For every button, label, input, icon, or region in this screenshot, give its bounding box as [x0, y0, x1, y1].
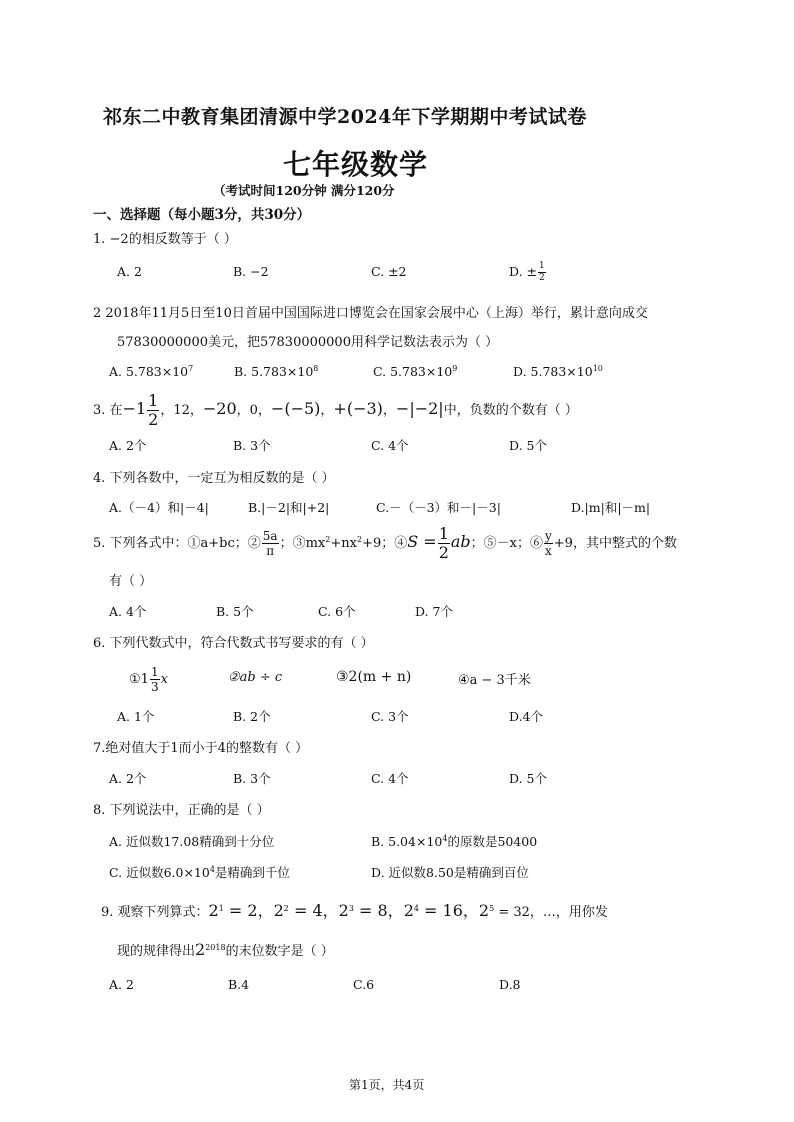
q9-eq-4-exp: 4 [413, 904, 419, 913]
subject-title: 七年级数学 [283, 148, 429, 181]
q8-option-c-pre: C. 近似数6.0×10 [109, 865, 210, 880]
q3-sep-1: ，12， [160, 403, 203, 418]
question-1-stem: 1. −2的相反数等于（ ） [93, 232, 237, 247]
q8-option-b-exp: 4 [442, 834, 448, 843]
q2-option-a-exp: 7 [188, 364, 194, 373]
question-6-stem: 6. 下列代数式中，符合代数式书写要求的有（ ） [93, 636, 374, 651]
q2-option-d [513, 364, 603, 379]
q5-fraction-1-num: 5a [262, 529, 278, 543]
q8-option-b-post: 的原数是50400 [447, 834, 538, 849]
q7-option-c: C. 4个 [371, 771, 409, 786]
question-2-line-1: 2 2018年11月5日至10日首届中国国际进口博览会在国家会展中心（上海）举行，累计意向成交 [93, 306, 648, 321]
q5-fraction-3 [544, 530, 553, 557]
q9-line-2-pre: 现的规律得出 [117, 944, 196, 959]
q5-part-6: +9，其中整式的个数 [553, 536, 677, 551]
q3-term-neg-neg5: −(−5) [270, 399, 321, 418]
q9-eq-2-base: 2 [273, 901, 284, 920]
question-5-line-2: 有（ ） [109, 574, 153, 589]
question-2-line-2: 57830000000美元，把57830000000用科学记数法表示为（ ） [117, 335, 499, 350]
q4-option-d: D.|m|和|－m| [571, 500, 651, 515]
question-4-stem: 4. 下列各数中，一定互为相反数的是（ ） [93, 471, 335, 486]
q1-option-c: C. ±2 [371, 264, 407, 279]
q6-e1-var: x [160, 672, 168, 687]
q2-option-d-exp: 10 [592, 364, 603, 373]
q6-expression-3: ③2(m + n) [336, 669, 412, 685]
q9-option-a: A. 2 [109, 977, 134, 992]
q5-part-2: ；③mx [279, 536, 326, 551]
q5-option-d: D. 7个 [415, 604, 453, 619]
q5-fraction-3-den: x [545, 544, 552, 558]
q5-part-1: 5. 下列各式中：①a+bc；② [93, 536, 261, 551]
q9-eq-3-result: = 8， [353, 901, 404, 920]
q3-sep-2: ，0， [236, 403, 271, 418]
q9-line-2-post: 的末位数字是（ ） [225, 944, 334, 959]
q2-option-a-text: A. 5.783×10 [109, 364, 189, 379]
q3-prefix: 3. 在 [93, 403, 123, 418]
q3-option-a: A. 2个 [109, 438, 147, 453]
q9-eq-4-base: 2 [403, 901, 414, 920]
q9-eq-1-base: 2 [208, 901, 219, 920]
q3-sep-4: ， [382, 403, 396, 418]
q2-option-b [234, 364, 318, 379]
q9-power-exp: 2018 [205, 943, 226, 952]
q9-eq-1-result: = 2， [223, 901, 274, 920]
page-footer: 第1页，共4页 [349, 1078, 425, 1092]
q3-fraction-den: 2 [148, 410, 159, 429]
q5-part-5: ；⑤－x；⑥ [470, 536, 543, 551]
q9-eq-5-result: = 32，…，用你发 [494, 905, 608, 920]
q1-option-d-prefix: D. ± [509, 264, 537, 279]
q1-option-b: B. −2 [233, 264, 269, 279]
q4-option-a: A.（－4）和|－4| [109, 500, 209, 515]
q6-option-b: B. 2个 [233, 709, 271, 724]
q9-option-b: B.4 [228, 977, 250, 992]
q9-eq-4-result: = 16， [418, 901, 479, 920]
q5-option-b: B. 5个 [216, 604, 254, 619]
q9-eq-3-exp: 3 [348, 904, 354, 913]
q5-fraction-2-den: 2 [438, 543, 449, 562]
q5-fraction-1-den: π [266, 544, 275, 558]
q1-fraction-den: 2 [539, 273, 545, 283]
question-9-line-2 [117, 940, 334, 959]
q7-option-b: B. 3个 [233, 771, 271, 786]
question-9-stem [101, 898, 608, 921]
q3-option-d: D. 5个 [509, 438, 547, 453]
q6-fraction [150, 666, 160, 693]
q8-option-a: A. 近似数17.08精确到十分位 [109, 834, 275, 849]
q3-option-c: C. 4个 [371, 438, 409, 453]
q6-fraction-num: 1 [150, 665, 159, 679]
q6-e1-prefix: ①1 [129, 672, 149, 687]
q3-term-neg20: −20 [202, 399, 237, 418]
q8-option-b-pre: B. 5.04×10 [371, 834, 443, 849]
q2-option-c-exp: 9 [452, 364, 458, 373]
q7-option-d: D. 5个 [509, 771, 547, 786]
q8-option-c [109, 863, 290, 881]
q9-eq-3-base: 2 [338, 901, 349, 920]
q7-option-a: A. 2个 [109, 771, 147, 786]
q5-fraction-2-num: 1 [438, 524, 449, 543]
q1-fraction [538, 262, 546, 283]
q6-fraction-den: 3 [150, 680, 159, 694]
q8-option-d: D. 近似数8.50是精确到百位 [371, 865, 529, 880]
q6-expression-2: ②ab ÷ c [228, 670, 283, 685]
q5-part-4: +9；④ [362, 536, 408, 551]
q8-option-c-post: 是精确到千位 [214, 865, 290, 880]
q2-option-b-text: B. 5.783×10 [234, 364, 314, 379]
q3-fraction-num: 1 [148, 391, 159, 410]
q9-eq-5-exp: 5 [489, 904, 495, 913]
q5-exp-1: 2 [325, 535, 331, 544]
q9-option-d: D.8 [499, 977, 521, 992]
q3-term-plus-neg3: +(−3) [333, 399, 383, 418]
q2-option-b-exp: 8 [313, 364, 319, 373]
q6-expression-4: ④a − 3千米 [458, 673, 531, 688]
q1-option-d [509, 262, 547, 283]
q8-option-c-exp: 4 [209, 865, 215, 874]
q2-option-a [109, 364, 193, 379]
q5-option-c: C. 6个 [318, 604, 356, 619]
q3-option-b: B. 3个 [233, 438, 271, 453]
q2-option-c-text: C. 5.783×10 [373, 364, 453, 379]
q5-formula-s: S = [407, 532, 437, 551]
q6-option-c: C. 3个 [371, 709, 409, 724]
q4-option-c: C.－（－3）和－|－3| [376, 500, 501, 515]
q9-eq-1-exp: 1 [218, 904, 224, 913]
q5-part-3: +nx [330, 536, 357, 551]
q9-eq-5-base: 2 [478, 901, 490, 920]
q5-option-a: A. 4个 [109, 604, 147, 619]
school-title: 祁东二中教育集团清源中学2024年下学期期中考试试卷 [103, 106, 587, 128]
q6-option-d: D.4个 [509, 709, 544, 724]
q2-option-d-text: D. 5.783×10 [513, 364, 593, 379]
q9-option-c: C.6 [353, 977, 375, 992]
q6-expression-1 [129, 666, 168, 693]
q1-fraction-num: 1 [539, 261, 545, 271]
q9-power-base: 2 [195, 940, 206, 959]
q5-fraction-1 [262, 530, 279, 557]
q5-fraction-2 [438, 526, 450, 561]
q1-option-a: A. 2 [117, 264, 142, 279]
q9-eq-2-result: = 4， [288, 901, 339, 920]
q5-formula-ab: ab [450, 532, 471, 551]
q8-option-b [371, 832, 537, 850]
question-7-stem: 7.绝对值大于1而小于4的整数有（ ） [93, 741, 309, 756]
q6-option-a: A. 1个 [117, 709, 155, 724]
q5-exp-2: 2 [356, 535, 363, 544]
q4-option-b: B.|－2|和|+2| [248, 500, 330, 515]
question-5-stem [93, 526, 677, 561]
q5-fraction-3-num: y [545, 529, 552, 543]
q3-fraction [147, 393, 159, 428]
question-3-stem [93, 393, 578, 428]
q3-suffix: 中，负数的个数有（ ） [443, 403, 578, 418]
q9-prefix: 9. 观察下列算式： [101, 905, 209, 920]
exam-info: （考试时间120分钟 满分120分 [213, 183, 395, 198]
q2-option-c [373, 364, 457, 379]
q3-sep-3: ， [320, 403, 334, 418]
q3-term-neg-abs: −|−2| [395, 399, 444, 418]
question-8-stem: 8. 下列说法中，正确的是（ ） [93, 803, 270, 818]
q3-mixed-whole: −1 [122, 399, 147, 418]
q9-eq-2-exp: 2 [283, 904, 289, 913]
section-heading: 一、选择题（每小题3分，共30分） [93, 207, 311, 223]
